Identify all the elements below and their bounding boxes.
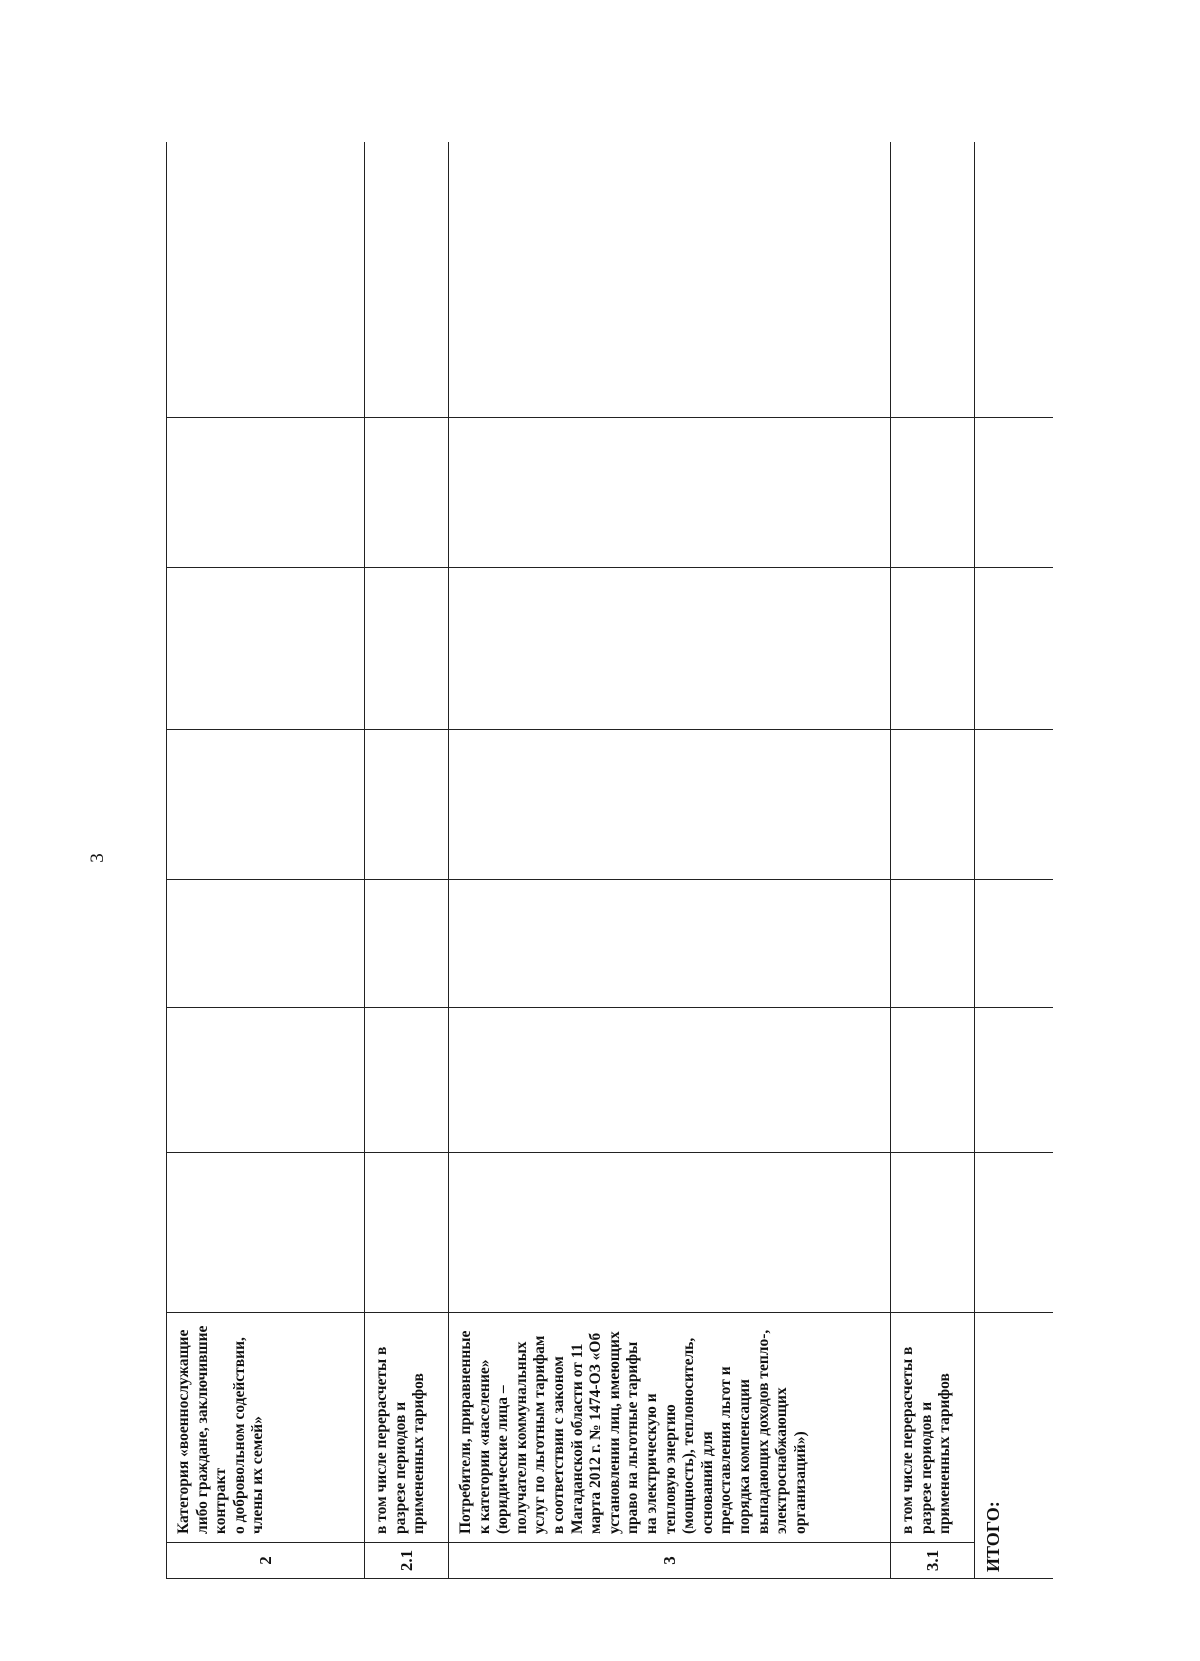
row-number: 2.1 [365,1543,449,1579]
rotated-table [166,142,1053,1579]
table-cell [891,568,975,730]
row-description: Потребители, приравненные к категории «население» (юридические лица – получатели коммунальных услуг по льготным тарифам в соответствии с законом Магаданской области от 11 марта 2012 г. № 1474-ОЗ «Об установлении лиц, имеющих право на льготные тарифы на электрическую и тепловую энергию (мощность), теплоноситель, оснований для предоставления льгот и порядка компенсации выпадающих доходов тепло-, электроснабжающих организаций») [449,1313,891,1543]
table-cell [167,568,365,730]
table-cell [365,730,449,880]
table-cell [891,142,975,418]
table-cell [891,880,975,1008]
table-cell [365,1008,449,1153]
table-row [449,142,891,1579]
table-cell [449,568,891,730]
table-cell [449,730,891,880]
table-cell [975,568,1054,730]
table-cell [975,880,1054,1008]
table-cell [449,880,891,1008]
table-cell [975,1153,1054,1313]
table-row [167,142,365,1579]
table-cell [449,1153,891,1313]
table-cell [365,880,449,1008]
table-cell [449,1008,891,1153]
table-cell [167,1153,365,1313]
total-label: ИТОГО: [975,1313,1054,1579]
table-cell [891,418,975,568]
table-cell [975,730,1054,880]
table-cell [167,418,365,568]
table-cell [891,1008,975,1153]
table-row [365,142,449,1579]
table-cell [365,1153,449,1313]
table-cell [365,568,449,730]
table-cell [975,418,1054,568]
table-cell [975,142,1054,418]
rotated-table-container [166,142,1053,1579]
row-number: 3 [449,1543,891,1579]
row-number: 3.1 [891,1543,975,1579]
table-cell [167,142,365,418]
row-number: 2 [167,1543,365,1579]
table-cell [891,730,975,880]
table-cell [167,880,365,1008]
row-description: в том числе перерасчеты в разрезе периодов и примененных тарифов [365,1313,449,1543]
table-cell [975,1008,1054,1153]
data-table [166,142,1053,1579]
row-description: в том числе перерасчеты в разрезе периодов и примененных тарифов [891,1313,975,1543]
table-cell [449,418,891,568]
table-cell [891,1153,975,1313]
table-row [891,142,975,1579]
table-cell [167,1008,365,1153]
row-description: Категория «военнослужащие либо граждане, заключившие контракт о добровольном содействии, члены их семей» [167,1313,365,1543]
table-row-total [975,142,1054,1579]
table-cell [449,142,891,418]
table-cell [365,418,449,568]
table-cell [167,730,365,880]
table-cell [365,142,449,418]
page-number: 3 [87,853,108,863]
